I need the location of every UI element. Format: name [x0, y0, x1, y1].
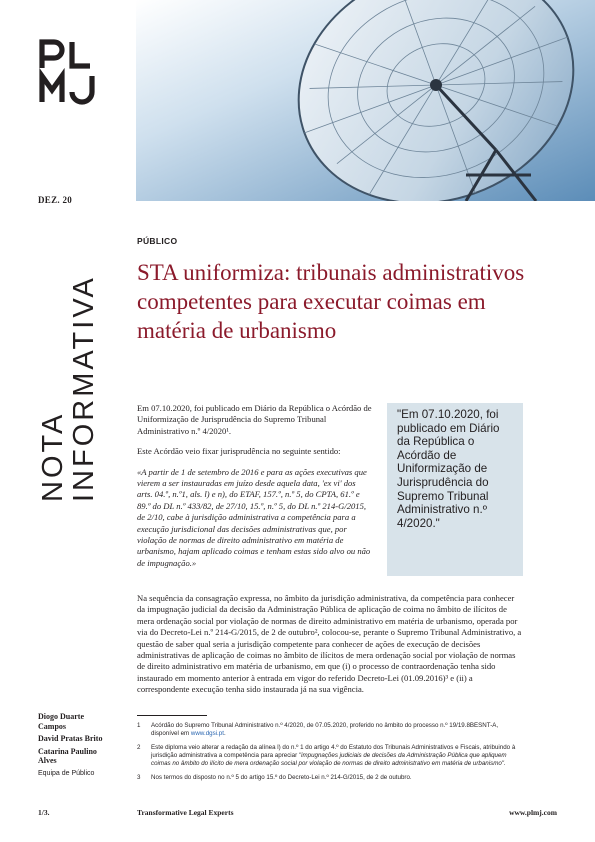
- vertical-title-line2: INFORMATIVA: [68, 275, 100, 502]
- author-name: Diogo Duarte Campos: [38, 712, 84, 731]
- footnote: [137, 722, 523, 738]
- article-intro: [137, 403, 373, 578]
- footnote-body: Acórdão do Supremo Tribunal Administrativo n.º 4/2020, de 07.05.2020, proferido no âmbito do processo n.º 19/19.8BESNT-A, disponível em: [151, 722, 499, 737]
- authors: [38, 712, 110, 781]
- footnote: [137, 774, 523, 782]
- footnote-quote: "impugnações judiciais de decisões da Administração Pública que apliquem coimas no âmbito do ilícito de mera ordenação social por violação de normas de direito administrativo em matéria de urbanismo".: [151, 752, 507, 767]
- vertical-title-line1: NOTA: [37, 411, 69, 502]
- issue-date: DEZ. 20: [38, 195, 73, 205]
- paragraph: Este Acórdão veio fixar jurisprudência no seguinte sentido:: [137, 446, 341, 457]
- author-name: David Pratas Brito: [38, 734, 103, 743]
- vertical-title: [38, 240, 102, 502]
- satellite-dish-image: [136, 0, 595, 201]
- footnote-number: 1: [137, 722, 141, 729]
- footnote-number: 2: [137, 744, 141, 751]
- jurisprudence-quote: «A partir de 1 de setembro de 2016 e para as ações executivas que vierem a ser instauradas em juízo desde aquela data, 'ex vi' dos arts. 04.º, n.º1, als. l) e n), do ETAF, 157.º, n.º 5, do CPTA, 61.º e 89.º do DL n.º 433/82, de 27/10, 15.º, n.º 5, do DL n.º 214-G/2015, de 2/10, cabe à jurisdição administrativa a competência para a execução jurisdicional das decisões administrativas que, por violação de normas de direito administrativo em matéria de urbanismo, hajam aplicado coimas e tenham estas sido alvo ou não de impugnação.»: [137, 466, 371, 568]
- pull-quote: "Em 07.10.2020, foi publicado em Diário da República o Acórdão de Uniformização de Jurisprudência do Supremo Tribunal Administrativo n.º 4/2020.": [387, 403, 523, 576]
- team-name: Equipa de Público: [38, 769, 95, 777]
- category-label: PÚBLICO: [137, 236, 178, 246]
- author-name: Catarina Paulino Alves: [38, 746, 97, 765]
- plmj-logo: [38, 38, 102, 106]
- footnote-divider: [137, 715, 207, 716]
- page-number: 1/3.: [38, 808, 50, 817]
- dgsi-link[interactable]: www.dgsi.pt: [190, 730, 224, 737]
- paragraph: Em 07.10.2020, foi publicado em Diário da República o Acórdão de Uniformização de Jurisprudência do Supremo Tribunal Administrativo n.º 4/2020¹.: [137, 403, 372, 436]
- footnote-text: Acórdão do Supremo Tribunal Administrativo n.º 4/2020, de 07.05.2020, proferido no âmbito do processo n.º 19/19.8BESNT-A, disponível em www.dgsi.pt.: [151, 722, 499, 737]
- footnote-text: Nos termos do disposto no n.º 5 do artigo 15.º do Decreto-Lei n.º 214-G/2015, de 2 de outubro.: [151, 774, 412, 781]
- footer-tagline: Transformative Legal Experts: [137, 808, 234, 817]
- paragraph: Na sequência da consagração expressa, no âmbito da jurisdição administrativa, da competência para conhecer da impugnação judicial da decisão da Administração Pública de aplicação de coima no âmbito de ilícitos de mera ordenação social por violação de normas de direito administrativo em matéria de urbanismo, operada por via do Decreto-Lei n.º 214-G/2015, de 2 de outubro², colocou-se, perante o Supremo Tribunal Administrativo, a questão de saber qual seria a jurisdição competente para conhecer de ações de execução de decisões administrativas de aplicação de coimas no âmbito de ilícitos de mera ordenação social por violação de normas de direito administrativo em matéria de urbanismo, em que (i) o processo de contraordenação tenha sido instaurado em momento anterior à entrada em vigor do referido Decreto-Lei (01.09.2016)³ e (ii) a correspondente execução tenha sido instaurada já na sua vigência.: [137, 593, 522, 695]
- footnote-body: Este diploma veio alterar a redação da alínea l) do n.º 1 do artigo 4.º do Estatuto dos Tribunais Administrativos e Fiscais, atribuindo à jurisdição administrativa a competência para apreciar: [151, 744, 516, 759]
- article-title: STA uniformiza: tribunais administrativos competentes para executar coimas em matéria de urbanismo: [137, 260, 525, 343]
- website-link[interactable]: www.plmj.com: [509, 808, 557, 817]
- footnote-text: [151, 744, 523, 768]
- footnote-number: 3: [137, 774, 141, 781]
- footnote: [137, 744, 523, 768]
- footnotes: [137, 722, 523, 788]
